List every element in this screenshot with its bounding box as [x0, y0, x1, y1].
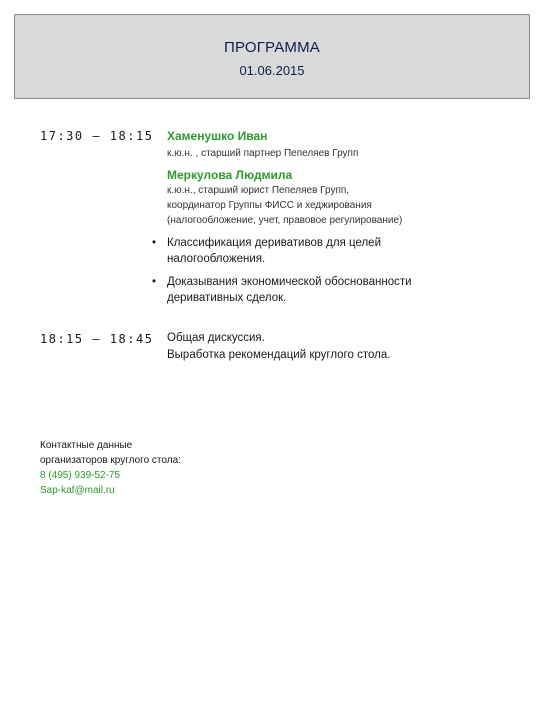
page-title: ПРОГРАММА [223, 39, 321, 56]
topic-line: Классификация деривативов для целей [167, 237, 381, 249]
contact-label-line: Контактные данные [40, 440, 133, 451]
discussion-line: Выработка рекомендаций круглого стола. [167, 349, 391, 361]
session-2-description [167, 330, 390, 364]
speaker-1-role-line: к.ю.н. , старший партнер Пепеляев Групп [167, 148, 359, 159]
session-2-time: 18:15 – 18:45 [40, 332, 154, 346]
program-date: 01.06.2015 [239, 63, 305, 78]
topic-text [167, 235, 477, 267]
speaker-1-role [167, 146, 487, 161]
speaker-2-role-line: (налогообложение, учет, правовое регулирование) [167, 215, 403, 226]
contact-email[interactable]: Sap-kaf@mail.ru [40, 485, 115, 496]
topic-line: Доказывания экономической обоснованности [167, 276, 412, 288]
discussion-line: Общая дискуссия. [167, 332, 265, 344]
speaker-2-role [167, 183, 487, 228]
topic-line: налогообложения. [167, 253, 266, 265]
speaker-2-role-line: к.ю.н., старший юрист Пепеляев Групп, [167, 185, 350, 196]
bullet-icon: • [152, 276, 157, 288]
speaker-1-name: Хаменушко Иван [167, 129, 268, 143]
speaker-2-role-line: координатор Группы ФИСС и хеджирования [167, 200, 372, 211]
program-header [14, 14, 530, 99]
speaker-2-name: Меркулова Людмила [167, 168, 293, 182]
contact-info [40, 438, 260, 498]
contact-label-line: организаторов круглого стола: [40, 455, 181, 466]
bullet-icon: • [152, 237, 157, 249]
contact-phone: 8 (495) 939-52-75 [40, 470, 121, 481]
session-1-time: 17:30 – 18:15 [40, 129, 154, 143]
topic-line: деривативных сделок. [167, 292, 287, 304]
topic-text [167, 274, 477, 306]
